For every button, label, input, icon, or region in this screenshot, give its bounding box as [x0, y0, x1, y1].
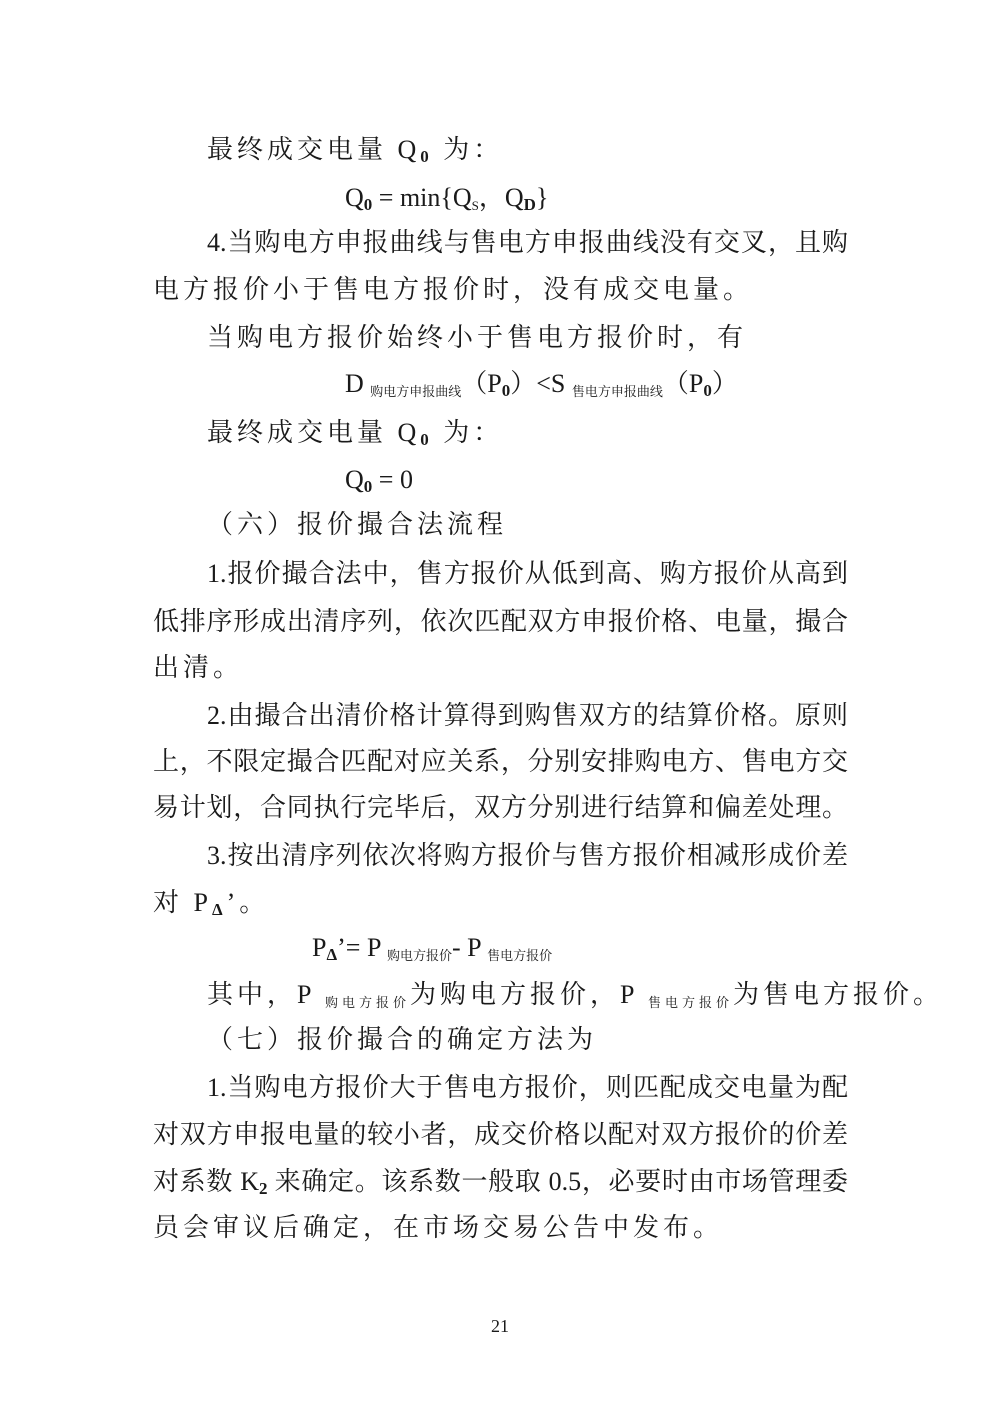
- subscript: 0: [501, 381, 511, 400]
- subscript: 0: [363, 195, 373, 214]
- text: 最终成交电量 Q: [207, 418, 421, 447]
- text-line: 4.当购电方申报曲线与售电方申报曲线没有交叉，且购: [207, 228, 848, 257]
- section-heading-7: （七）报价撮合的确定方法为: [207, 1025, 598, 1054]
- text: Q: [345, 465, 364, 494]
- text: Q: [345, 183, 364, 212]
- text-line: [207, 978, 943, 1012]
- text: 为：: [432, 135, 504, 164]
- subscript: 售电方报价: [487, 948, 553, 963]
- text: 对系数 K: [153, 1167, 259, 1196]
- subscript: 0: [703, 381, 712, 400]
- formula-q0-zero: [345, 463, 413, 497]
- text-line: 上，不限定撮合匹配对应关系，分别安排购电方、售电方交: [153, 747, 848, 776]
- subscript: 0: [420, 147, 433, 166]
- text: 最终成交电量 Q: [207, 135, 421, 164]
- text-line: [207, 416, 503, 450]
- formula-p-delta: [312, 931, 552, 965]
- text-line: 当购电方报价始终小于售电方报价时，有: [207, 323, 748, 352]
- text: 其中，P: [207, 980, 325, 1009]
- text: ）<S: [510, 369, 572, 398]
- subscript: D: [523, 195, 536, 214]
- text-line: 电方报价小于售电方报价时，没有成交电量。: [153, 275, 754, 304]
- text: ’。: [226, 888, 270, 917]
- formula-d-s-compare: [345, 367, 738, 401]
- text: （P: [461, 369, 502, 398]
- formula-q0-min: [345, 181, 548, 215]
- subscript: Δ: [326, 945, 338, 964]
- text: 来确定。该系数一般取 0.5，必要时由市场管理委: [267, 1167, 848, 1196]
- text-line: 对双方申报电量的较小者，成交价格以配对双方报价的价差: [153, 1120, 848, 1149]
- text: - P: [451, 933, 488, 962]
- text-line: 1.当购电方报价大于售电方报价，则匹配成交电量为配: [207, 1073, 848, 1102]
- subscript: 2: [259, 1179, 268, 1198]
- text: 为购电方报价，P: [410, 980, 649, 1009]
- subscript: 售电方申报曲线: [571, 384, 663, 399]
- text-line: 3.按出清序列依次将购方报价与售方报价相减形成价差: [207, 841, 848, 870]
- subscript: 售电方报价: [648, 995, 734, 1010]
- text-line: 低排序形成出清序列，依次匹配双方申报价格、电量，撮合: [153, 607, 848, 636]
- subscript: 购电方申报曲线: [370, 384, 462, 399]
- text: 对 P: [153, 888, 212, 917]
- text-line: 2.由撮合出清价格计算得到购售双方的结算价格。原则: [207, 701, 848, 730]
- subscript: 0: [363, 477, 373, 496]
- text: }: [535, 183, 549, 212]
- text: ）: [711, 369, 738, 398]
- subscript: Δ: [211, 900, 227, 919]
- text: D: [345, 369, 371, 398]
- text-line: 出清。: [153, 653, 244, 682]
- text: = min{Q: [372, 183, 472, 212]
- text: ，Q: [478, 183, 524, 212]
- text-line: 1.报价撮合法中，售方报价从低到高、购方报价从高到: [207, 559, 848, 588]
- text-line: [153, 1165, 848, 1199]
- text-line: 易计划，合同执行完毕后，双方分别进行结算和偏差处理。: [153, 793, 848, 822]
- text: = 0: [372, 465, 413, 494]
- text: P: [312, 933, 327, 962]
- text-line: [153, 886, 269, 920]
- text: （P: [662, 369, 704, 398]
- subscript: 0: [420, 430, 433, 449]
- subscript: S: [471, 198, 479, 213]
- subscript: 购电方报价: [386, 948, 452, 963]
- text: 为：: [432, 418, 504, 447]
- text-line: [207, 133, 503, 167]
- text: 为售电方报价。: [733, 980, 944, 1009]
- subscript: 购电方报价: [325, 995, 411, 1010]
- text: ’= P: [337, 933, 387, 962]
- section-heading-6: （六）报价撮合法流程: [207, 510, 508, 539]
- text-line: 员会审议后确定，在市场交易公告中发布。: [153, 1213, 724, 1242]
- page-number: 21: [491, 1316, 509, 1336]
